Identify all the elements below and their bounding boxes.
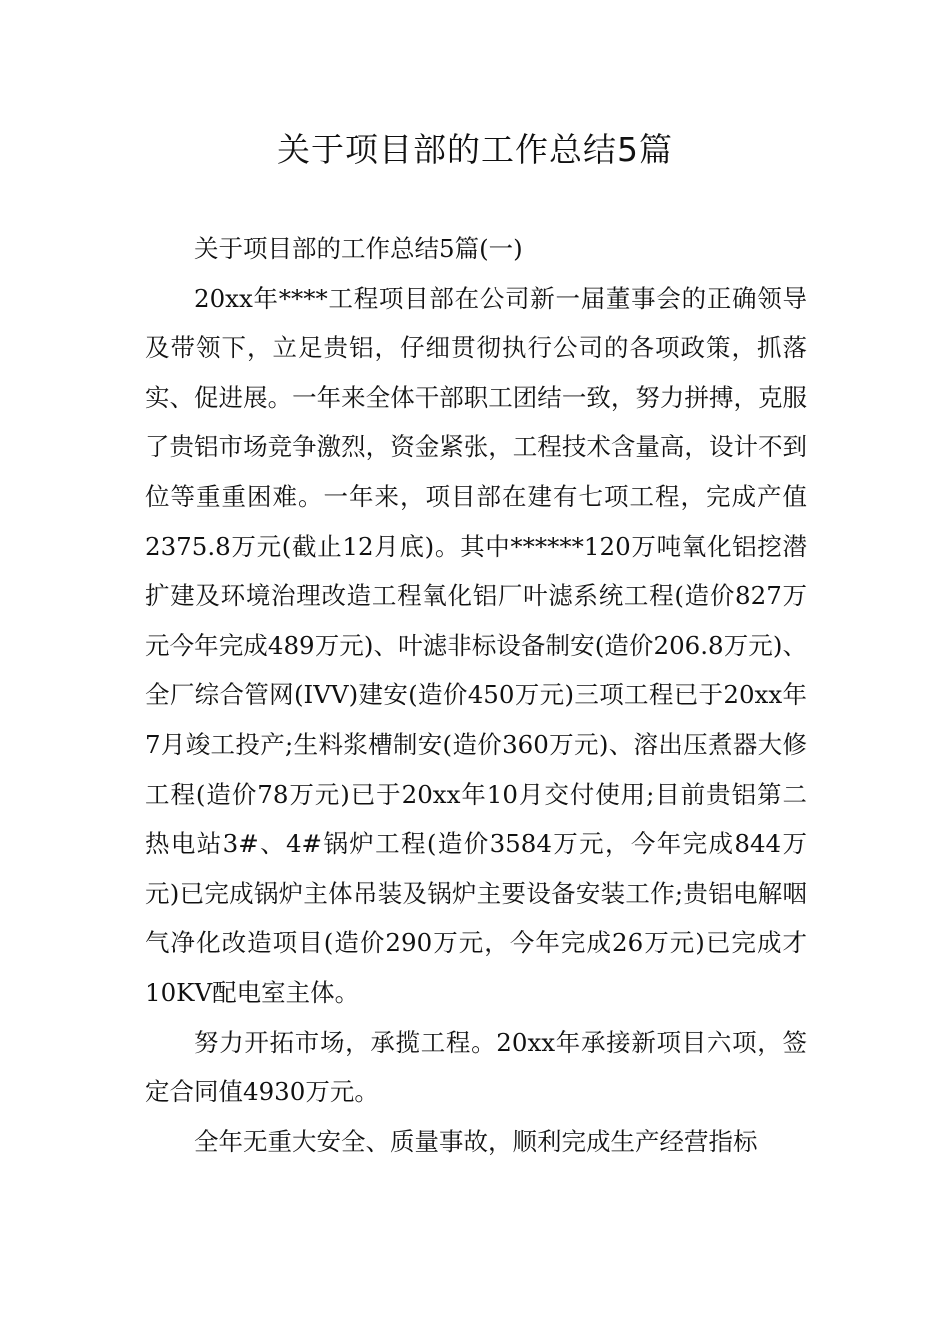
section-heading: 关于项目部的工作总结5篇(一) [194,234,523,263]
document-body [145,224,807,1166]
paragraph-safety-quality: 全年无重大安全、质量事故，顺利完成生产经营指标 [194,1126,758,1156]
paragraph-project-summary: 20xx年****工程项目部在公司新一届董事会的正确领导及带领下，立足贵铝，仔细贯彻执行公司的各项政策，抓落实、促进展。一年来全体干部职工团结一致，努力拼搏，克服了贵铝市场竞争激烈，资金紧张，工程技术含量高，设计不到位等重重困难。一年来，项目部在建有七项工程，完成产值2375.8万元(截止12月底)。其中******120万吨氧化铝挖潜扩建及环境治理改造工程氧化铝厂叶滤系统工程(造价827万元今年完成489万元)、叶滤非标设备制安(造价206.8万元)、全厂综合管网(IVV)建安(造价450万元)三项工程已于20xx年7月竣工投产;生料浆槽制安(造价360万元)、溶出压煮器大修工程(造价78万元)已于20xx年10月交付使用;目前贵铝第二热电站3#、4#锅炉工程(造价3584万元，今年完成844万元)已完成锅炉主体吊装及锅炉主要设备安装工作;贵铝电解咽气净化改造项目(造价290万元，今年完成26万元)已完成才10KV配电室主体。 [145,283,807,1007]
document-title: 关于项目部的工作总结5篇 [277,130,673,169]
paragraph-market-expansion: 努力开拓市场，承揽工程。20xx年承接新项目六项，签定合同值4930万元。 [145,1027,807,1107]
